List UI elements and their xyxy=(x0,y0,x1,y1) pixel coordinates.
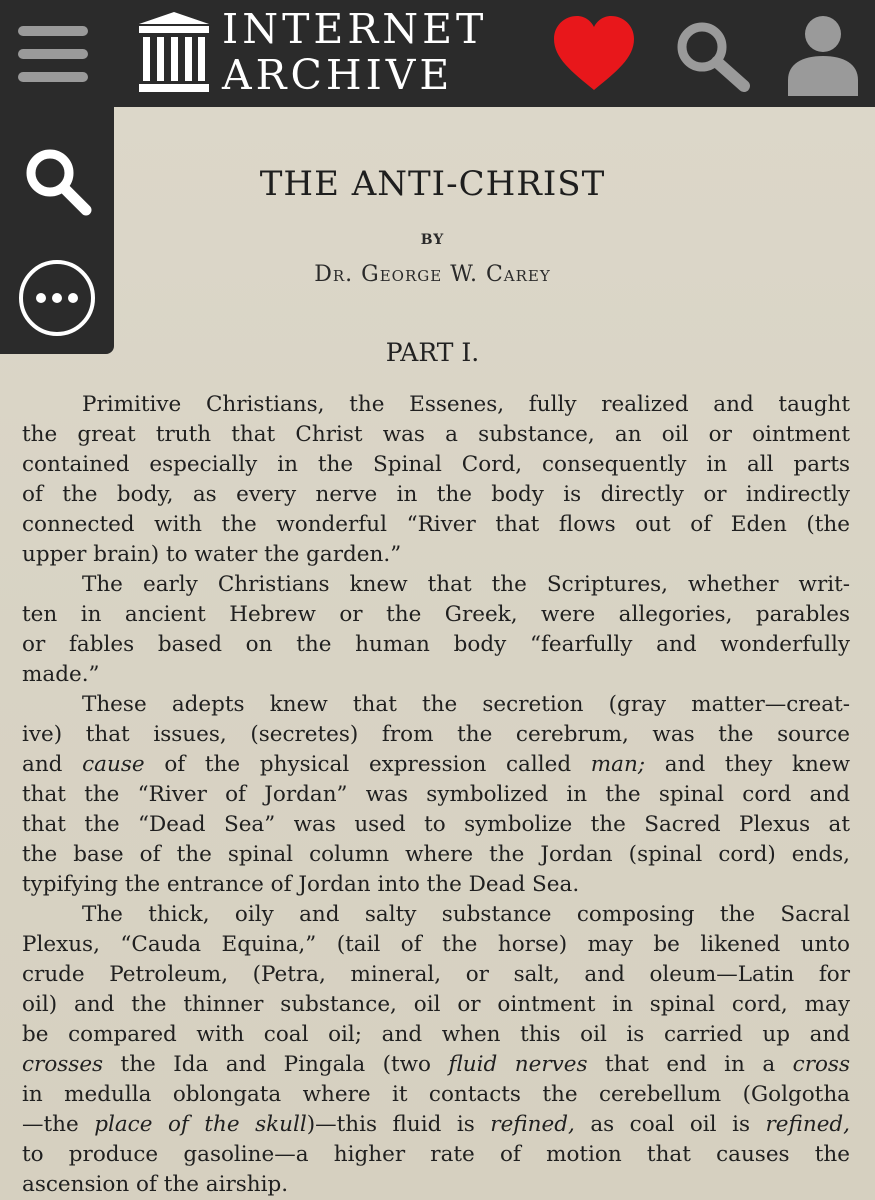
text-line: and cause of the physical expression called man; and they knew xyxy=(22,752,850,777)
top-navigation-bar xyxy=(0,0,875,107)
heart-icon[interactable] xyxy=(552,14,636,94)
text-line: ascension of the airship. xyxy=(22,1172,289,1197)
text-line: crude Petroleum, (Petra, mineral, or salt, and oleum—Latin for xyxy=(22,962,850,987)
text-line: These adepts knew that the secretion (gray matter—creat- xyxy=(82,692,850,717)
document-body xyxy=(22,390,850,1200)
document-by-label: BY xyxy=(420,232,445,248)
italic-text: cross xyxy=(792,1052,850,1077)
text-line: Plexus, “Cauda Equina,” (tail of the horse) may be likened unto xyxy=(22,932,850,957)
italic-text: refined, xyxy=(765,1112,851,1137)
logo-line-1: INTERNET xyxy=(222,5,488,53)
user-icon[interactable] xyxy=(786,14,860,96)
search-icon[interactable] xyxy=(22,145,92,217)
text-line: that the “Dead Sea” was used to symbolize the Sacred Plexus at xyxy=(22,812,850,837)
site-logo-text[interactable] xyxy=(222,6,487,98)
text-line: that the “River of Jordan” was symbolized in the spinal cord and xyxy=(22,782,850,807)
more-icon[interactable] xyxy=(17,258,97,338)
italic-text: crosses xyxy=(22,1052,104,1077)
text-line: the base of the spinal column where the Jordan (spinal cord) ends, xyxy=(22,842,850,867)
text-line: or fables based on the human body “fearfully and wonderfully xyxy=(22,632,850,657)
side-panel xyxy=(0,107,114,354)
text-line: the great truth that Christ was a substance, an oil or ointment xyxy=(22,422,850,447)
text-line: The thick, oily and salty substance composing the Sacral xyxy=(82,902,850,927)
text-line: —the place of the skull)—this fluid is refined, as coal oil is refined, xyxy=(22,1112,851,1137)
document-title: THE ANTI-CHRIST xyxy=(259,164,606,204)
text-line: typifying the entrance of Jordan into the Dead Sea. xyxy=(22,872,580,897)
italic-text: cause xyxy=(82,752,145,777)
menu-icon[interactable] xyxy=(18,26,88,82)
text-line: be compared with coal oil; and when this oil is carried up and xyxy=(22,1022,850,1047)
text-line: The early Christians knew that the Scriptures, whether writ- xyxy=(82,572,850,597)
text-line: Primitive Christians, the Essenes, fully realized and taught xyxy=(82,392,850,417)
text-line: in medulla oblongata where it contacts the cerebellum (Golgotha xyxy=(22,1082,850,1107)
italic-text: refined, xyxy=(490,1112,575,1137)
archive-building-icon[interactable] xyxy=(137,10,211,94)
text-line: oil) and the thinner substance, oil or ointment in spinal cord, may xyxy=(22,992,850,1017)
text-line: made.” xyxy=(22,662,100,687)
italic-text: man; xyxy=(590,752,646,777)
logo-line-2: ARCHIVE xyxy=(222,51,454,99)
text-line: contained especially in the Spinal Cord, consequently in all parts xyxy=(22,452,850,477)
text-line: ten in ancient Hebrew or the Greek, were allegories, parables xyxy=(22,602,850,627)
document-part-heading: PART I. xyxy=(385,338,480,367)
italic-text: fluid nerves xyxy=(448,1052,588,1077)
text-line: of the body, as every nerve in the body is directly or indirectly xyxy=(22,482,850,507)
text-line: to produce gasoline—a higher rate of motion that causes the xyxy=(22,1142,850,1167)
text-line: crosses the Ida and Pingala (two fluid nerves that end in a cross xyxy=(22,1052,850,1077)
italic-text: place of the skull xyxy=(94,1112,307,1137)
text-line: connected with the wonderful “River that flows out of Eden (the xyxy=(22,512,850,537)
text-line: ive) that issues, (secretes) from the cerebrum, was the source xyxy=(22,722,850,747)
text-line: upper brain) to water the garden.” xyxy=(22,542,402,567)
search-icon[interactable] xyxy=(674,20,750,92)
document-author: Dr. George W. Carey xyxy=(314,262,551,287)
